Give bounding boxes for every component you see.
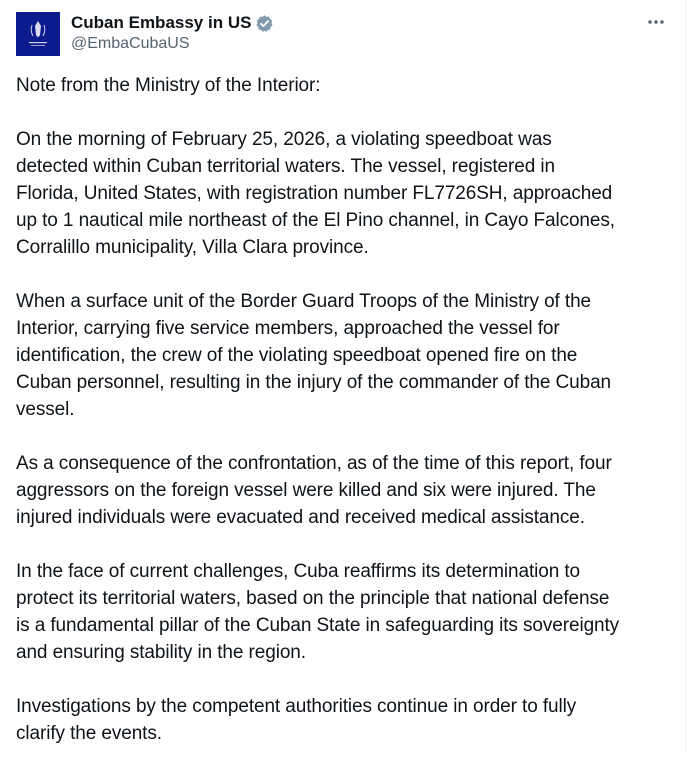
handle[interactable]: @EmbaCubaUS	[71, 35, 190, 52]
more-options-icon[interactable]	[644, 12, 668, 32]
display-name[interactable]: Cuban Embassy in US	[71, 13, 252, 32]
paragraph-casualties: As a consequence of the confrontation, as of the time of this report, four aggressors on the foreign vessel were killed and six were injured. The injured individuals were evacuated and received medical assistance.	[16, 453, 612, 528]
paragraph-investigations: Investigations by the competent authorities continue in order to fully clarify the events.	[16, 696, 577, 744]
paragraph-detection: On the morning of February 25, 2026, a violating speedboat was detected within Cuban territorial waters. The vessel, registered in Florida, United States, with registration number FL7726SH, approached up to 1 nautical mile northeast of the El Pino channel, in Cayo Falcones, Corralillo municipality, Villa Clara province.	[16, 129, 615, 258]
verified-badge-icon[interactable]	[255, 14, 274, 33]
tweet-header	[16, 12, 672, 56]
cuban-coat-of-arms-icon	[16, 12, 60, 56]
avatar[interactable]	[16, 12, 60, 56]
paragraph-reaffirmation: In the face of current challenges, Cuba reaffirms its determination to protect its territorial waters, based on the principle that national defense is a fundamental pillar of the Cuban State in safeguarding its sovereignty and ensuring stability in the region.	[16, 561, 620, 663]
paragraph-confrontation: When a surface unit of the Border Guard Troops of the Ministry of the Interior, carrying five service members, approached the vessel for identification, the crew of the violating speedboat opened fire on the Cuban personnel, resulting in the injury of the commander of the Cuban vessel.	[16, 291, 612, 420]
author-names	[71, 12, 274, 53]
tweet-text	[16, 72, 676, 774]
paragraph-note-title: Note from the Ministry of the Interior:	[16, 75, 321, 96]
display-name-row	[71, 12, 274, 34]
